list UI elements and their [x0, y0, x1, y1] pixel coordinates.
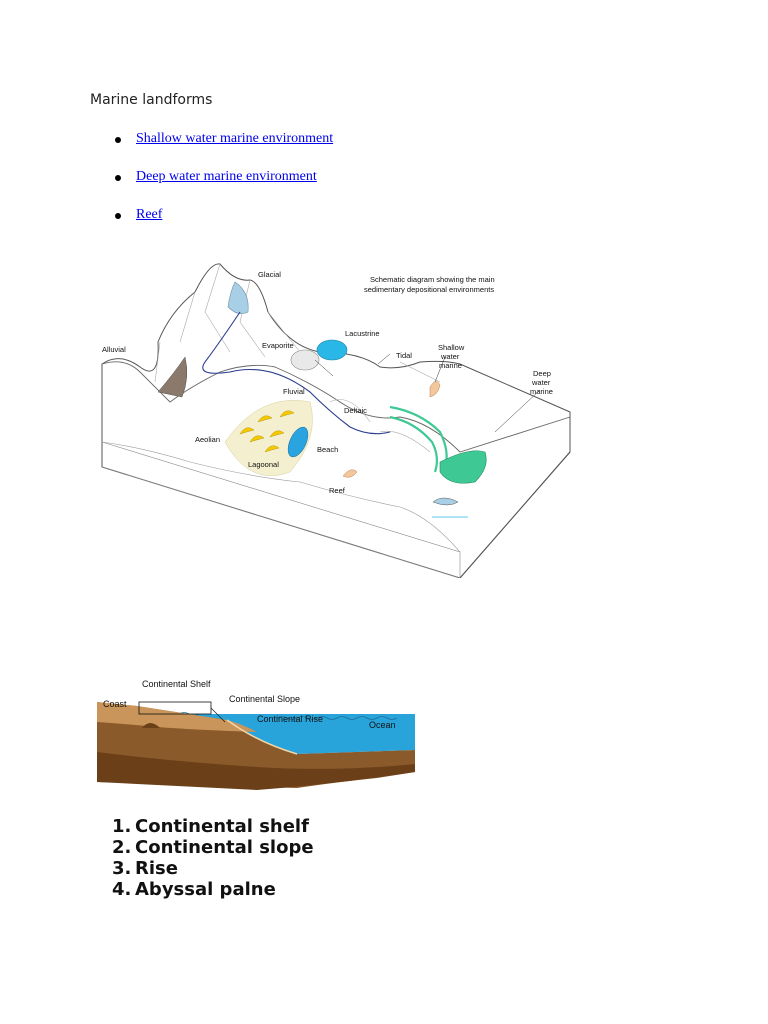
label-tidal: Tidal [396, 351, 412, 360]
label-continental-shelf: Continental Shelf [142, 679, 211, 689]
lake [317, 340, 347, 360]
numbered-list [112, 816, 314, 900]
label-evaporite: Evaporite [262, 341, 294, 350]
label-lacustrine: Lacustrine [345, 329, 380, 338]
depositional-environments-diagram [100, 252, 580, 578]
label-coast: Coast [103, 699, 127, 709]
label-fluvial: Fluvial [283, 387, 305, 396]
list-item [112, 837, 314, 858]
bullet-icon [115, 213, 121, 219]
link-reef[interactable]: Reef [136, 207, 163, 222]
link-deep-water[interactable]: Deep water marine environment [136, 169, 317, 184]
label-deep-3: marine [530, 387, 553, 396]
evaporite-basin [291, 350, 319, 370]
label-ocean: Ocean [369, 720, 396, 730]
label-lagoonal: Lagoonal [248, 460, 279, 469]
caption-line-1: Schematic diagram showing the main [370, 275, 495, 284]
label-deep-1: Deep [533, 369, 551, 378]
item-number: 2. [112, 837, 132, 858]
item-number: 1. [112, 816, 132, 837]
item-text: Rise [135, 858, 178, 879]
item-text: Continental shelf [135, 816, 309, 837]
label-beach: Beach [317, 445, 339, 454]
label-continental-slope: Continental Slope [229, 694, 301, 704]
list-item [112, 816, 314, 837]
link-shallow-water[interactable]: Shallow water marine environment [136, 131, 334, 146]
label-deep-2: water [532, 378, 551, 387]
list-item [112, 858, 314, 879]
item-text: Abyssal palne [135, 879, 276, 900]
label-reef: Reef [329, 486, 345, 495]
caption-line-2: sedimentary depositional environments [364, 285, 495, 294]
list-item [112, 879, 314, 900]
label-deltaic: Deltaic [344, 406, 367, 415]
label-shallow-3: marine [439, 361, 462, 370]
label-alluvial: Alluvial [102, 345, 126, 354]
label-glacial: Glacial [258, 270, 281, 279]
item-number: 3. [112, 858, 132, 879]
label-shallow-2: water [441, 352, 460, 361]
label-continental-rise: Continental Rise [257, 714, 324, 724]
item-text: Continental slope [135, 837, 314, 858]
label-shallow-1: Shallow [438, 343, 465, 352]
continental-margin-diagram [97, 672, 417, 796]
bullet-icon [115, 175, 121, 181]
page-heading: Marine landforms [90, 92, 213, 108]
bullet-icon [115, 137, 121, 143]
label-aeolian: Aeolian [195, 435, 221, 444]
item-number: 4. [112, 879, 132, 900]
